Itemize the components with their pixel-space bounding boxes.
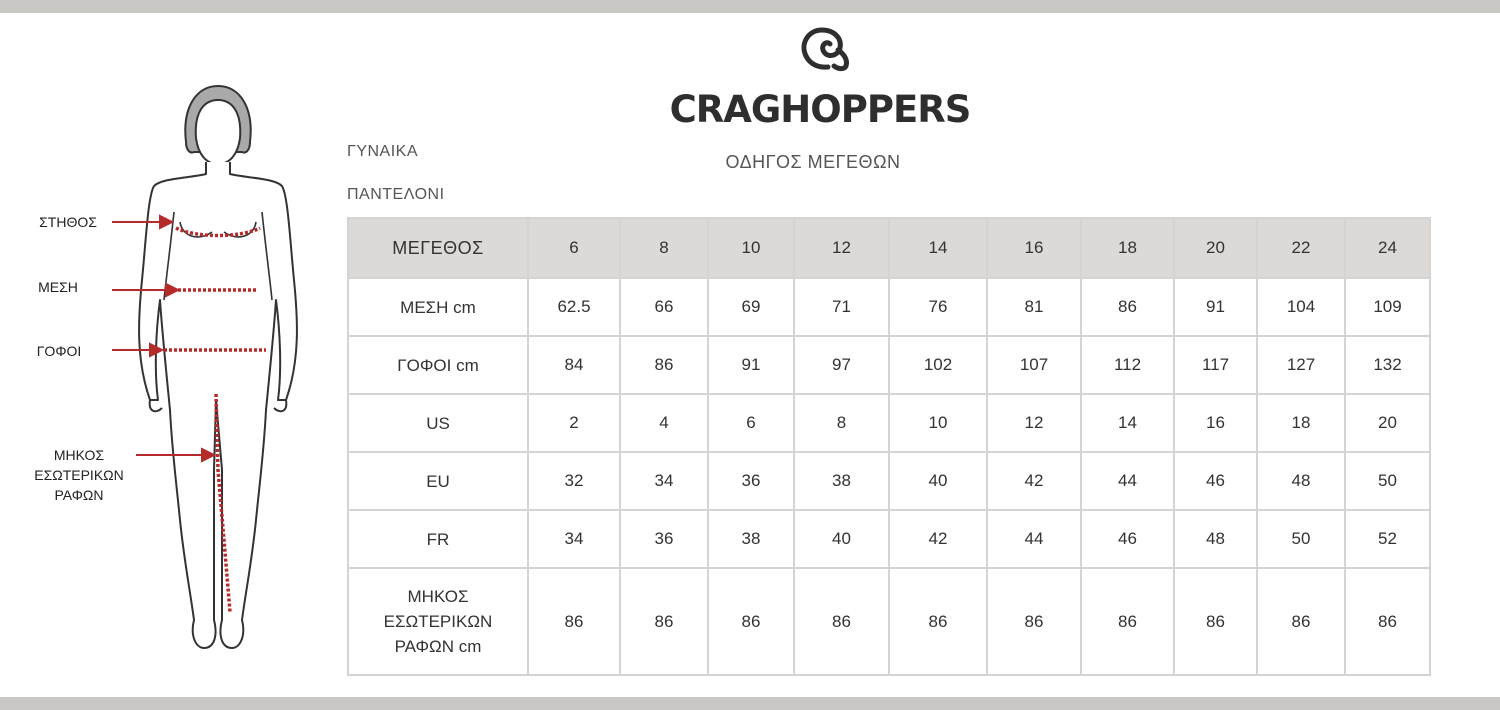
size-column-header: ΜΕΓΕΘΟΣ xyxy=(348,218,528,278)
table-cell: 50 xyxy=(1257,510,1345,568)
table-cell: 38 xyxy=(708,510,794,568)
table-cell: 48 xyxy=(1257,452,1345,510)
gender-label: ΓΥΝΑΙΚΑ xyxy=(347,143,418,160)
table-cell: 12 xyxy=(987,394,1081,452)
size-header-cell: 24 xyxy=(1345,218,1430,278)
table-cell: 86 xyxy=(987,568,1081,675)
table-cell: 20 xyxy=(1345,394,1430,452)
table-cell: 86 xyxy=(1081,568,1174,675)
table-cell: 86 xyxy=(1257,568,1345,675)
inseam-label-line: ΜΗΚΟΣ xyxy=(53,447,105,463)
inseam-label xyxy=(14,445,144,505)
table-cell: 69 xyxy=(708,278,794,336)
table-cell: 66 xyxy=(620,278,708,336)
size-header-cell: 22 xyxy=(1257,218,1345,278)
brand-name: CRAGHOPPERS xyxy=(669,88,971,131)
row-label xyxy=(348,568,528,675)
table-cell: 81 xyxy=(987,278,1081,336)
table-cell: 42 xyxy=(987,452,1081,510)
table-cell: 4 xyxy=(620,394,708,452)
size-header-cell: 6 xyxy=(528,218,620,278)
table-cell: 62.5 xyxy=(528,278,620,336)
table-cell: 84 xyxy=(528,336,620,394)
table-cell: 52 xyxy=(1345,510,1430,568)
table-cell: 40 xyxy=(794,510,889,568)
table-row xyxy=(348,278,1430,336)
top-band xyxy=(0,0,1500,13)
table-cell: 76 xyxy=(889,278,987,336)
table-cell: 8 xyxy=(794,394,889,452)
size-header-cell: 18 xyxy=(1081,218,1174,278)
table-row xyxy=(348,510,1430,568)
table-cell: 86 xyxy=(620,568,708,675)
waist-label: ΜΕΣΗ xyxy=(38,279,78,295)
inseam-label-line: ΡΑΦΩΝ xyxy=(54,487,104,503)
table-cell: 86 xyxy=(794,568,889,675)
table-cell: 109 xyxy=(1345,278,1430,336)
table-cell: 117 xyxy=(1174,336,1257,394)
table-cell: 127 xyxy=(1257,336,1345,394)
row-label: ΓΟΦΟΙ cm xyxy=(348,336,528,394)
table-cell: 44 xyxy=(987,510,1081,568)
size-header-cell: 16 xyxy=(987,218,1081,278)
table-cell: 71 xyxy=(794,278,889,336)
table-row xyxy=(348,336,1430,394)
table-cell: 46 xyxy=(1174,452,1257,510)
bottom-band xyxy=(0,697,1500,710)
table-cell: 40 xyxy=(889,452,987,510)
table-cell: 91 xyxy=(1174,278,1257,336)
table-cell: 16 xyxy=(1174,394,1257,452)
size-header-cell: 12 xyxy=(794,218,889,278)
table-cell: 97 xyxy=(794,336,889,394)
table-cell: 18 xyxy=(1257,394,1345,452)
table-row xyxy=(348,452,1430,510)
table-cell: 86 xyxy=(620,336,708,394)
table-cell: 107 xyxy=(987,336,1081,394)
table-cell: 86 xyxy=(889,568,987,675)
table-cell: 6 xyxy=(708,394,794,452)
row-label: EU xyxy=(348,452,528,510)
table-cell: 86 xyxy=(1345,568,1430,675)
size-header-cell: 20 xyxy=(1174,218,1257,278)
table-cell: 91 xyxy=(708,336,794,394)
size-header-cell: 14 xyxy=(889,218,987,278)
table-cell: 102 xyxy=(889,336,987,394)
table-cell: 132 xyxy=(1345,336,1430,394)
table-cell: 86 xyxy=(1081,278,1174,336)
body-figure-illustration xyxy=(0,80,340,680)
hips-label: ΓΟΦΟΙ xyxy=(36,343,82,359)
row-label-line: ΡΑΦΩΝ cm xyxy=(394,637,482,656)
table-cell: 10 xyxy=(889,394,987,452)
size-header-cell: 8 xyxy=(620,218,708,278)
table-row xyxy=(348,568,1430,675)
ram-head-icon xyxy=(798,26,852,72)
table-cell: 42 xyxy=(889,510,987,568)
row-label: US xyxy=(348,394,528,452)
row-label: FR xyxy=(348,510,528,568)
table-cell: 34 xyxy=(528,510,620,568)
table-cell: 2 xyxy=(528,394,620,452)
table-cell: 36 xyxy=(708,452,794,510)
table-cell: 104 xyxy=(1257,278,1345,336)
size-header-cell: 10 xyxy=(708,218,794,278)
chest-label: ΣΤΗΘΟΣ xyxy=(39,214,97,230)
table-cell: 38 xyxy=(794,452,889,510)
table-cell: 86 xyxy=(1174,568,1257,675)
size-chart-table xyxy=(347,217,1431,676)
row-label-line: ΕΣΩΤΕΡΙΚΩΝ xyxy=(383,612,493,631)
category-label: ΠΑΝΤΕΛΟΝΙ xyxy=(347,186,445,203)
row-label-line: ΜΗΚΟΣ xyxy=(407,587,469,606)
table-header-row xyxy=(348,218,1430,278)
page-subtitle: ΟΔΗΓΟΣ ΜΕΓΕΘΩΝ xyxy=(725,152,901,172)
table-cell: 44 xyxy=(1081,452,1174,510)
table-cell: 36 xyxy=(620,510,708,568)
inseam-label-line: ΕΣΩΤΕΡΙΚΩΝ xyxy=(34,467,124,483)
table-cell: 48 xyxy=(1174,510,1257,568)
row-label: ΜΕΣΗ cm xyxy=(348,278,528,336)
table-cell: 34 xyxy=(620,452,708,510)
table-cell: 86 xyxy=(708,568,794,675)
table-row xyxy=(348,394,1430,452)
table-cell: 32 xyxy=(528,452,620,510)
table-cell: 86 xyxy=(528,568,620,675)
table-cell: 50 xyxy=(1345,452,1430,510)
table-cell: 14 xyxy=(1081,394,1174,452)
table-cell: 112 xyxy=(1081,336,1174,394)
table-cell: 46 xyxy=(1081,510,1174,568)
